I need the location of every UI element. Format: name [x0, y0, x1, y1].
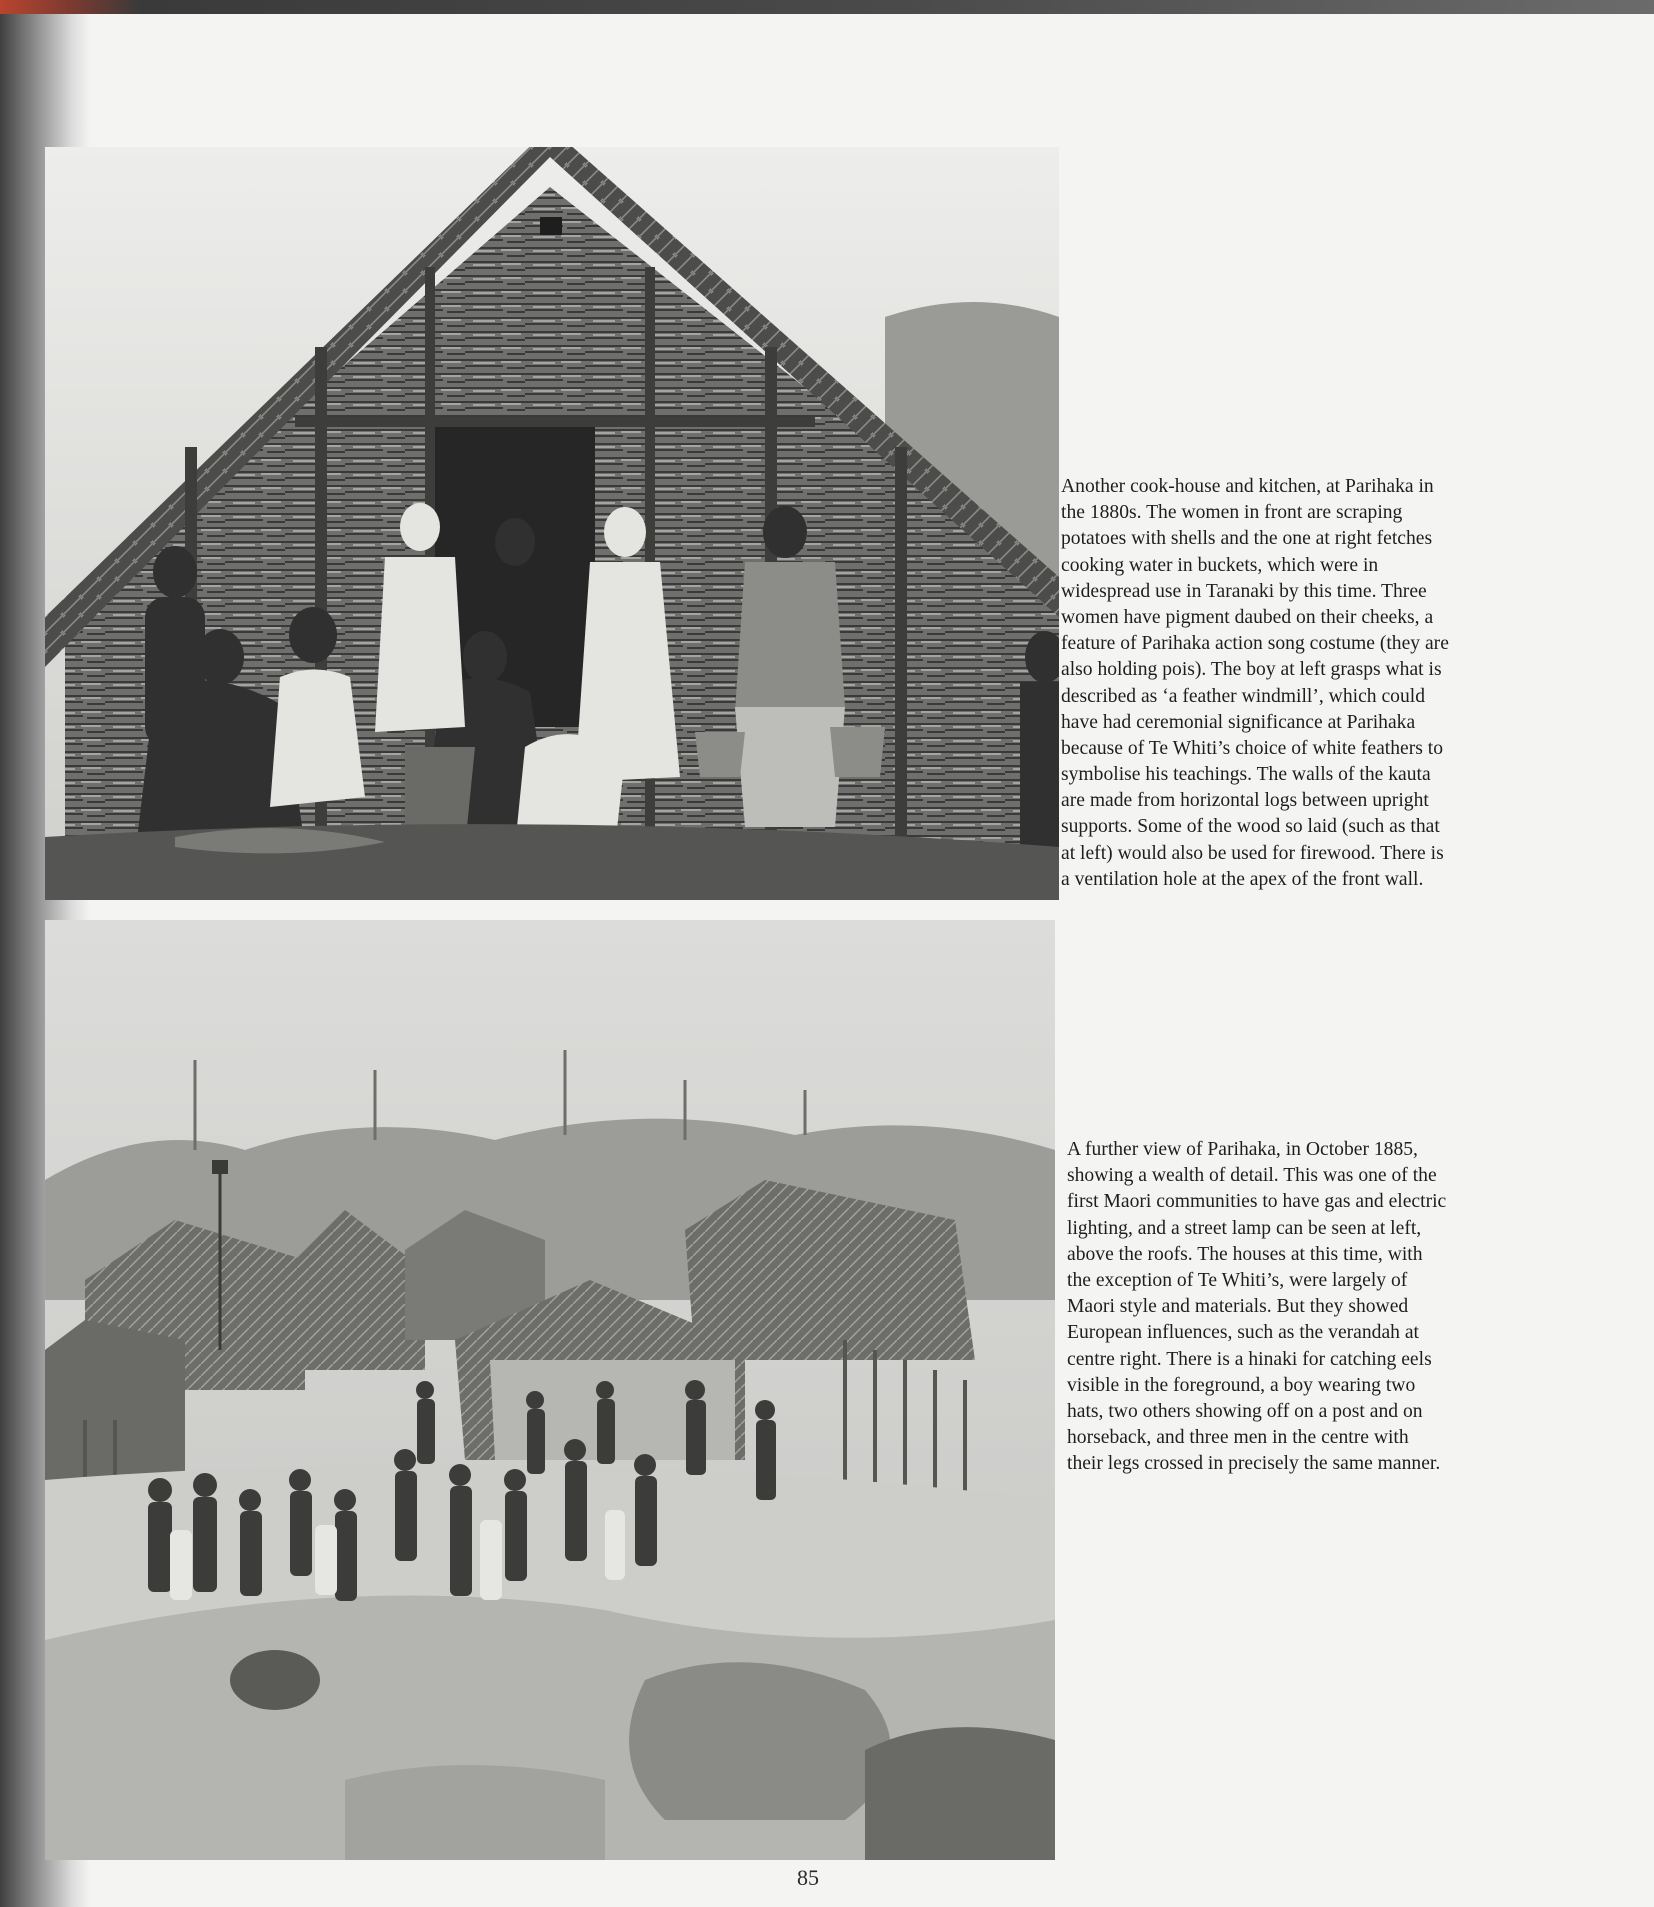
cook-house-photo [45, 147, 1059, 900]
caption-line: symbolise his teachings. The walls of the kauta [1061, 764, 1431, 786]
caption-line: a ventilation hole at the apex of the front wall. [1061, 868, 1424, 890]
caption-line: supports. Some of the wood so laid (such as that [1061, 816, 1440, 838]
village-view-photo [45, 920, 1055, 1860]
caption-line: because of Te Whiti’s choice of white feathers to [1061, 737, 1444, 759]
caption-line: Another cook-house and kitchen, at Parihaka in [1061, 476, 1434, 497]
caption-line: described as ‘a feather windmill’, which could [1061, 685, 1425, 707]
caption-line: the exception of Te Whiti’s, were largely of [1067, 1269, 1408, 1291]
caption-line: at left) would also be used for firewood. There is [1061, 842, 1444, 864]
book-page [30, 14, 1654, 1907]
caption-line: first Maori communities to have gas and electric [1067, 1191, 1447, 1213]
caption-line: cooking water in buckets, which were in [1061, 554, 1379, 576]
caption-line: have had ceremonial significance at Parihaka [1061, 711, 1416, 733]
caption-line: above the roofs. The houses at this time, with [1067, 1243, 1423, 1265]
caption-line: also holding pois). The boy at left grasps what is [1061, 659, 1442, 681]
caption-line: feature of Parihaka action song costume (they are [1061, 633, 1449, 655]
caption-line: lighting, and a street lamp can be seen at left, [1067, 1217, 1422, 1239]
caption-line: Maori style and materials. But they showed [1067, 1296, 1409, 1318]
caption-line: the 1880s. The women in front are scraping [1061, 502, 1403, 524]
caption-line: hats, two others showing off on a post and on [1067, 1400, 1423, 1422]
caption-line: European influences, such as the verandah at [1067, 1322, 1419, 1344]
caption-line: A further view of Parihaka, in October 1885, [1067, 1139, 1418, 1160]
caption-line: horseback, and three men in the centre with [1067, 1427, 1409, 1449]
caption-line: women have pigment daubed on their cheeks, a [1061, 606, 1434, 628]
cook-house-caption [1061, 474, 1581, 893]
cook-house-illustration [45, 147, 1059, 900]
caption-line: widespread use in Taranaki by this time. Three [1061, 580, 1427, 602]
caption-line: their legs crossed in precisely the same manner. [1067, 1453, 1441, 1475]
scan-top-strip [0, 0, 1654, 14]
caption-line: showing a wealth of detail. This was one of the [1067, 1165, 1437, 1187]
village-view-illustration [45, 920, 1055, 1860]
caption-line: visible in the foreground, a boy wearing two [1067, 1374, 1416, 1396]
caption-line: are made from horizontal logs between upright [1061, 790, 1429, 812]
village-view-caption [1067, 1137, 1587, 1477]
caption-line: centre right. There is a hinaki for catching eels [1067, 1348, 1432, 1370]
page-number: 85 [797, 1865, 819, 1890]
caption-line: potatoes with shells and the one at right fetches [1061, 528, 1433, 550]
